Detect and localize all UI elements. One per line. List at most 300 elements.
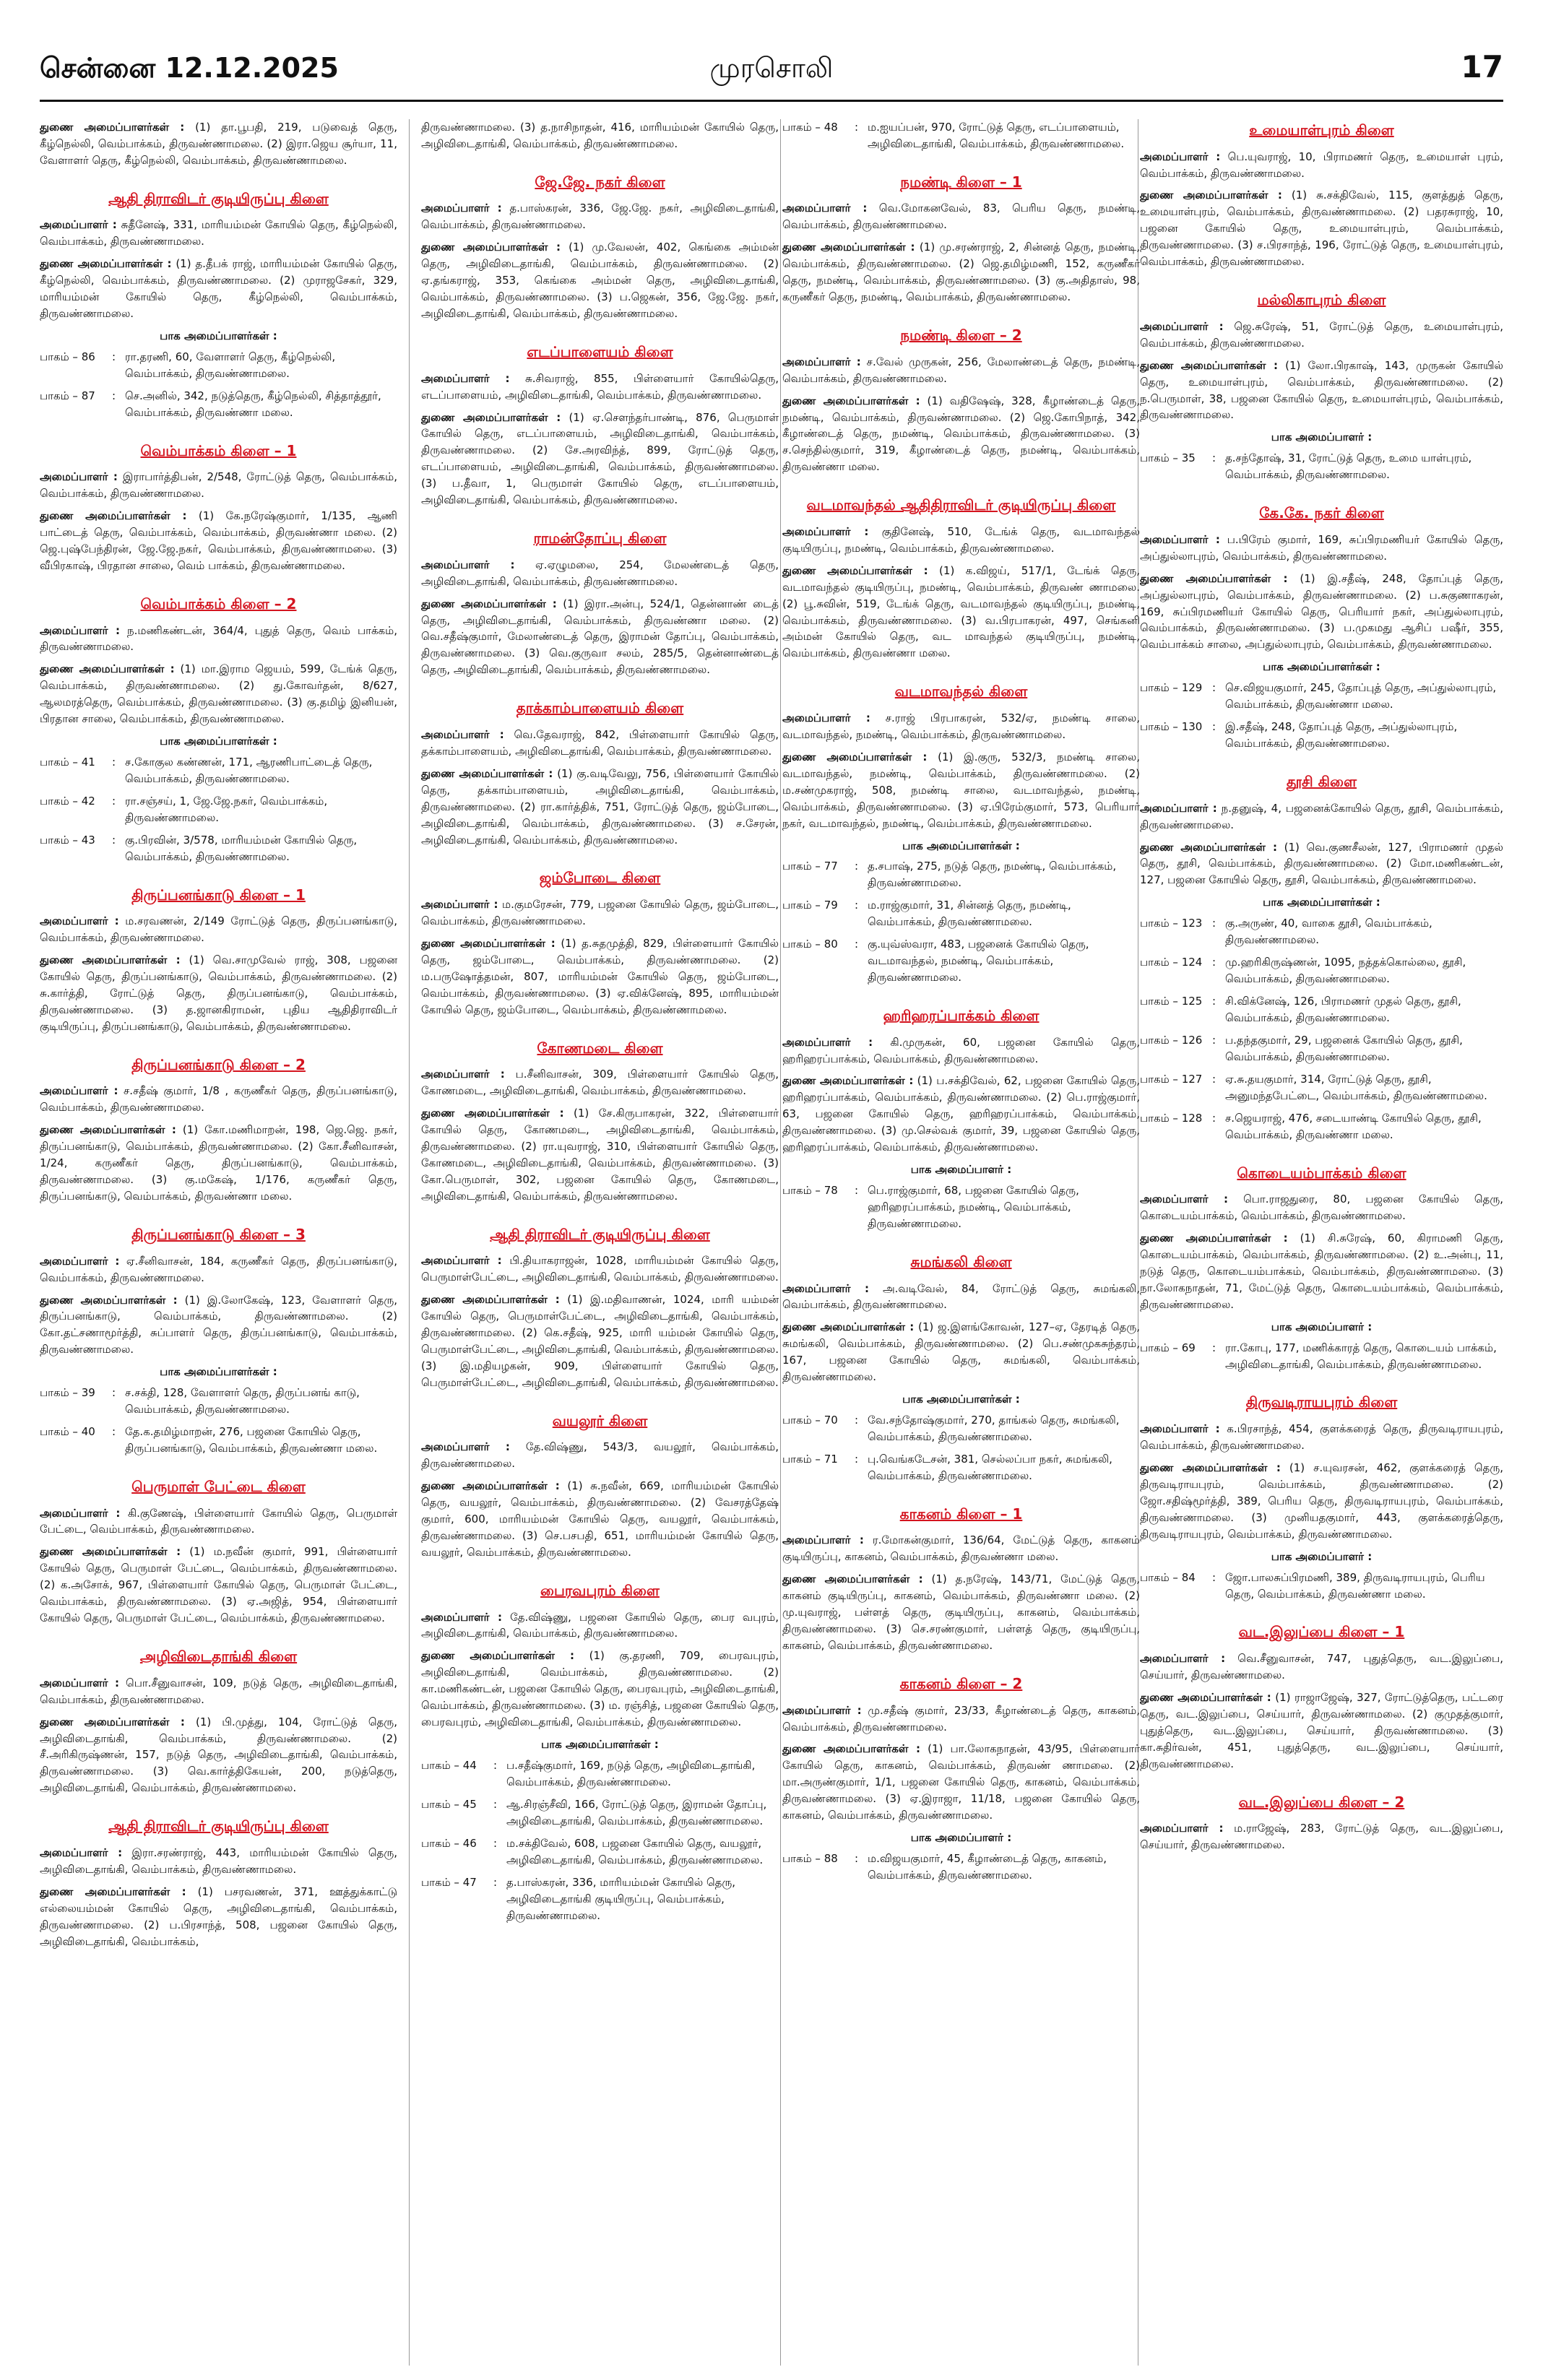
column-3 xyxy=(782,119,1140,2366)
booth-entry xyxy=(40,388,397,421)
role-label: அமைப்பாளர் : xyxy=(421,898,498,912)
member-details: குதினேஷ், 510, டேங்க் தெரு, வடமாவந்தல் குடியிருப்பு, நமண்டி, வெம்பாக்கம், திருவண்ணாமலை. xyxy=(782,524,1140,555)
colon-separator: : xyxy=(112,350,116,363)
member-details: மு.சதீஷ் குமார், 23/33, கீழாண்டைத் தெரு, காகனம், வெம்பாக்கம், திருவண்ணாமலை. xyxy=(782,1703,1140,1734)
member-entry xyxy=(421,766,779,849)
member-entry xyxy=(782,1702,1140,1736)
role-label: அமைப்பாளர் : xyxy=(1140,1822,1224,1835)
booth-person: ம.ஐயப்பன், 970, ரோட்டுத் தெரு, எடப்பாளையம், அழிவிடைதாங்கி, வெம்பாக்கம், திருவண்ணாமலை. xyxy=(868,121,1125,150)
booth-entry xyxy=(40,349,397,382)
booth-entry xyxy=(40,1385,397,1418)
colon-separator: : xyxy=(855,1852,859,1866)
role-label: அமைப்பாளர் : xyxy=(1140,532,1220,546)
member-details: (1) இ.லோகேஷ், 123, வேளாளர் தெரு, திருப்பனங்காடு, வெம்பாக்கம், திருவண்ணாமலை. (2) கோ.தட்சணாமூர்த்தி, சுப்பாளர் தெரு, திருப்பனங்காடு, வெம்பாக்கம், திருவண்ணாமலை. xyxy=(40,1293,397,1356)
role-label: அமைப்பாளர் : xyxy=(40,218,117,232)
member-details: ம.குமரேசன், 779, பஜனை கோயில் தெரு, ஜம்போடை, வெம்பாக்கம், திருவண்ணாமலை. xyxy=(421,898,779,927)
booth-entry xyxy=(1140,1071,1503,1104)
member-entry xyxy=(1140,319,1503,352)
member-details: (1) த.தீபக் ராஜ், மாரியம்மன் கோயில் தெரு, கீழ்நெல்லி, வெம்பாக்கம், திருவண்ணாமலை. (2) முராஜசேகர், 329, மாரியம்மன் கோயில் தெரு, கீழ்நெல்லி, வெம்பாக்கம், திருவண்ணாமலை. xyxy=(40,257,397,321)
branch-heading: திருப்பனங்காடு கிளை – 1 xyxy=(131,886,306,904)
booth-entry xyxy=(1140,1340,1503,1373)
member-details: இராபார்த்திபன், 2/548, ரோட்டுத் தெரு, வெம்பாக்கம், வெம்பாக்கம், திருவண்ணாமலை. xyxy=(40,470,397,501)
role-label: அமைப்பாளர் : xyxy=(421,371,510,385)
colon-separator: : xyxy=(1212,956,1216,969)
member-details: ஏ.சீனிவாசன், 184, கருணீகர் தெரு, திருப்பனங்காடு, வெம்பாக்கம், திருவண்ணாமலை. xyxy=(40,1254,397,1284)
colon-separator: : xyxy=(493,1797,498,1811)
colon-separator: : xyxy=(1212,1072,1216,1086)
booth-entry xyxy=(421,1757,779,1791)
booth-person: த.சந்தோஷ், 31, ரோட்டுத் தெரு, உமை யாள்புரம், வெம்பாக்கம், திருவண்ணாமலை. xyxy=(1225,451,1472,482)
branch-heading: காகனம் கிளை – 1 xyxy=(899,1505,1023,1523)
member-details: (1) கு.வடிவேலு, 756, பிள்ளையார் கோயில் தெரு, தக்காம்பாளையம், அழிவிடைதாங்கி, வெம்பாக்கம், திருவண்ணாமலை. (2) ரா.கார்த்திக், 751, ரோட்டுத் தெரு, ஜம்போடை, அழிவிடைதாங்கி, வெம்பாக்கம், திருவண்ணாமலை. (3) ச.சேரன், அழிவிடைதாங்கி, வெம்பாக்கம், திருவண்ணாமலை. xyxy=(421,766,779,847)
role-label: துணை அமைப்பாளர்கள் : xyxy=(1140,840,1277,854)
booth-label: பாகம் – 46 xyxy=(421,1836,477,1850)
colon-separator: : xyxy=(112,756,116,769)
colon-separator: : xyxy=(855,938,859,951)
role-label: துணை அமைப்பாளர்கள் : xyxy=(1140,571,1288,585)
role-label: அமைப்பாளர் : xyxy=(40,1254,120,1268)
section-subheading: பாக அமைப்பாளர்கள் : xyxy=(160,329,277,343)
member-entry xyxy=(421,1609,779,1643)
role-label: அமைப்பாளர் : xyxy=(421,1610,502,1624)
member-details: (1) கோ.மணிமாறன், 198, ஜெ.ஜெ. நகர், திருப்பனங்காடு, வெம்பாக்கம், திருவண்ணாமலை. (2) கோ.சீனிவாசன், 1/24, கருணீகர் தெரு, திருப்பனங்காடு, வெம்பாக்கம், திருவண்ணாமலை. (3) கு.மகேஷ், 1/176, கருணீகர் தெரு, திருப்பனங்காடு, வெம்பாக்கம், திருவண்ணா மலை. xyxy=(40,1123,397,1203)
member-details: தே.விஷ்ணு, பஜனை கோயில் தெரு, பைர வபுரம், அழிவிடைதாங்கி, வெம்பாக்கம், திருவண்ணாமலை. xyxy=(421,1610,779,1640)
role-label: அமைப்பாளர் : xyxy=(421,1254,502,1268)
member-details: பொ.ராஜதுரை, 80, பஜனை கோயில் தெரு, கொடையம்பாக்கம், வெம்பாக்கம், திருவண்ணாமலை. xyxy=(1140,1193,1503,1223)
branch-heading: சுமங்கலி கிளை xyxy=(910,1252,1012,1271)
member-entry xyxy=(421,200,779,233)
dateline: சென்னை 12.12.2025 xyxy=(40,52,339,84)
member-details: ம.சரவணன், 2/149 ரோட்டுத் தெரு, திருப்பனங்காடு, வெம்பாக்கம், திருவண்ணாமலை. xyxy=(40,914,397,945)
branch-heading: அழிவிடைதாங்கி கிளை xyxy=(139,1648,298,1666)
branch-heading: வயலூர் கிளை xyxy=(552,1411,648,1429)
booth-entry xyxy=(782,119,1140,152)
role-label: அமைப்பாளர் : xyxy=(782,1533,864,1547)
booth-label: பாகம் – 124 xyxy=(1140,956,1203,969)
booth-person: கு.அருண், 40, வாகை தூசி, வெம்பாக்கம், திருவண்ணாமலை. xyxy=(1225,917,1432,947)
page-number: 17 xyxy=(1461,49,1503,85)
member-entry xyxy=(782,563,1140,662)
branch-heading: திருவடிராயபுரம் கிளை xyxy=(1245,1393,1398,1411)
role-label: துணை அமைப்பாளர்கள் : xyxy=(421,936,556,950)
booth-person: இ.சதீஷ், 248, தோப்புத் தெரு, அப்துல்லாபுரம், வெம்பாக்கம், திருவண்ணாமலை. xyxy=(1225,720,1458,750)
booth-entry xyxy=(40,832,397,865)
role-label: துணை அமைப்பாளர்கள் : xyxy=(421,766,553,780)
booth-person: ச.கோகுல கண்ணன், 171, ஆரணிபாட்டைத் தெரு, வெம்பாக்கம், திருவண்ணாமலை. xyxy=(125,756,373,786)
role-label: துணை அமைப்பாளர்கள் : xyxy=(40,1715,185,1728)
branch-heading: தூசி கிளை xyxy=(1286,773,1357,791)
role-label: துணை அமைப்பாளர்கள் : xyxy=(782,394,920,407)
role-label: துணை அமைப்பாளர்கள் : xyxy=(782,563,928,577)
member-entry xyxy=(1140,1191,1503,1224)
member-entry xyxy=(421,1439,779,1472)
role-label: துணை அமைப்பாளர்கள் : xyxy=(40,1545,181,1559)
column-divider xyxy=(409,119,410,2366)
booth-label: பாகம் – 86 xyxy=(40,350,95,363)
role-label: துணை அமைப்பாளர்கள் : xyxy=(782,241,915,254)
column-1 xyxy=(40,119,397,2366)
member-details: (1) கு.தரணி, 709, பைரவபுரம், அழிவிடைதாங்கி, வெம்பாக்கம், திருவண்ணாமலை. (2) கா.மணிகண்டன், பஜனை கோயில் தெரு, பைரவபுரம், அழிவிடைதாங்கி, வெம்பாக்கம், திருவண்ணாமலை. (3) ம. ரஞ்சித், பஜனை கோயில் தெரு, பைரவபுரம், அழிவிடைதாங்கி, வெம்பாக்கம், திருவண்ணாமலை. xyxy=(421,1649,779,1729)
member-details: (1) வதிஷேஷ், 328, கீழாண்டைத் தெரு, நமண்டி, வெம்பாக்கம், திருவண்ணாமலை. (2) ஜெ.கோபிநாத், 342, கீழாண்டைத் தெரு, நமண்டி, வெம்பாக்கம், திருவண்ணாமலை. (3) ச.செந்தில்குமார், 319, கீழாண்டைத் தெரு, நமண்டி, வெம்பாக்கம், திருவண்ணா மலை. xyxy=(782,394,1140,474)
member-entry xyxy=(421,1478,779,1561)
member-entry xyxy=(782,354,1140,387)
branch-heading: கொடையம்பாக்கம் கிளை xyxy=(1237,1164,1406,1182)
member-details: ச.வேல் முருகன், 256, மேலாண்டைத் தெரு, நமண்டி, வெம்பாக்கம், திருவண்ணாமலை. xyxy=(782,355,1140,385)
booth-person: மு.ஹரிகிருஷ்ணன், 1095, நத்தக்கொல்லை, தூசி, வெம்பாக்கம், திருவண்ணாமலை. xyxy=(1225,956,1466,986)
branch-heading: வடமாவந்தல் கிளை xyxy=(894,683,1028,701)
booth-person: கு.பிரவின், 3/578, மாரியம்மன் கோயில் தெரு, வெம்பாக்கம், திருவண்ணாமலை. xyxy=(125,833,358,863)
member-entry xyxy=(421,896,779,930)
colon-separator: : xyxy=(1212,451,1216,465)
branch-heading: வடமாவந்தல் ஆதிதிராவிடர் குடியிருப்பு கிளை xyxy=(806,496,1116,514)
member-details: (1) இ.சதீஷ், 248, தோப்புத் தெரு, அப்துல்லாபுரம், வெம்பாக்கம், திருவண்ணாமலை. (2) ப.சுகுணாகரன், 169, சுப்பிரமணியர் கோயில் தெரு, பெரியார் நகர், அப்துல்லாபுரம், வெம்பாக்கம், திருவண்ணாமலை. (3) ப.முகமது ஆசிப் பஷீர், 355, வெம்பாக்கம் சாலை, அப்துல்லாபுரம், வெம்பாக்கம், திருவண்ணாமலை. xyxy=(1140,571,1503,652)
member-details: (1) ராஜாஜேஷ், 327, ரோட்டுத்தெரு, பட்டரை தெரு, வட.இலுப்பை, செய்யார், திருவண்ணாமலை. (2) குமுதத்குமார், புதுத்தெரு, வட.இலுப்பை, செய்யார், திருவண்ணாமலை. (3) கா.சுதிர்வன், 451, புதுத்தெரு, வட.இலுப்பை, செய்யார், திருவண்ணாமலை. xyxy=(1140,1690,1503,1770)
booth-entry xyxy=(1140,954,1503,987)
colon-separator: : xyxy=(493,1759,498,1773)
member-details: ஏ.ஏழுமலை, 254, மேலண்டைத் தெரு, அழிவிடைதாங்கி, வெம்பாக்கம், திருவண்ணாமலை. xyxy=(421,558,779,588)
booth-person: கு.யுவ்ஸ்வரா, 483, பஜனைக் கோயில் தெரு, வடமாவந்தல், நமண்டி, வெம்பாக்கம், திருவண்ணாமலை. xyxy=(868,938,1089,985)
booth-label: பாகம் – 77 xyxy=(782,860,838,873)
booth-label: பாகம் – 45 xyxy=(421,1797,477,1811)
booth-label: பாகம் – 35 xyxy=(1140,451,1196,465)
role-label: துணை அமைப்பாளர்கள் : xyxy=(421,1649,575,1663)
booth-entry xyxy=(782,1182,1140,1232)
member-details: பெ.யுவராஜ், 10, பிராமணர் தெரு, உமையாள் புரம், வெம்பாக்கம், திருவண்ணாமலை. xyxy=(1140,150,1503,180)
member-details: (1) லோ.பிரகாஷ், 143, முருகன் கோயில் தெரு, உமையாள்புரம், வெம்பாக்கம், திருவண்ணாமலை. (2) ந.பெருமாள், 38, பஜனை கோயில் தெரு, உமையாள்புரம், வெம்பாக்கம், திருவண்ணாமலை. xyxy=(1140,358,1503,422)
member-entry xyxy=(40,1714,397,1797)
colon-separator: : xyxy=(1212,681,1216,695)
member-entry xyxy=(1140,1820,1503,1853)
booth-person: ம.ராஜ்குமார், 31, சின்னத் தெரு, நமண்டி, வெம்பாக்கம், திருவண்ணாமலை. xyxy=(868,899,1071,929)
member-entry xyxy=(782,1034,1140,1068)
colon-separator: : xyxy=(1212,1111,1216,1125)
branch-heading: ஆதி திராவிடர் குடியிருப்பு கிளை xyxy=(108,1817,329,1835)
section-subheading: பாக அமைப்பாளர் : xyxy=(1271,430,1373,444)
booth-person: ம.விஜயகுமார், 45, கீழாண்டைத் தெரு, காகனம், வெம்பாக்கம், திருவண்ணாமலை. xyxy=(868,1852,1107,1882)
booth-entry xyxy=(1140,680,1503,713)
booth-label: பாகம் – 128 xyxy=(1140,1111,1203,1125)
role-label: அமைப்பாளர் : xyxy=(1140,1652,1226,1666)
booth-person: த.சபாஷ், 275, நடுத் தெரு, நமண்டி, வெம்பாக்கம், திருவண்ணாமலை. xyxy=(868,860,1117,890)
role-label: துணை அமைப்பாளர்கள் : xyxy=(40,257,172,271)
member-details: பி.தியாகராஜன், 1028, மாரியம்மன் கோயில் தெரு, பெருமாள்பேட்டை, அழிவிடைதாங்கி, வெம்பாக்கம், திருவண்ணாமலை. xyxy=(421,1254,779,1284)
branch-heading: பெருமாள் பேட்டை கிளை xyxy=(131,1477,306,1495)
booth-label: பாகம் – 130 xyxy=(1140,720,1203,734)
role-label: துணை அமைப்பாளர்கள் : xyxy=(782,1074,914,1088)
section-subheading: பாக அமைப்பாளர் : xyxy=(910,1831,1012,1845)
column-divider xyxy=(780,119,781,2366)
member-entry xyxy=(40,1505,397,1539)
member-details: (1) க.விஜய், 517/1, டேங்க் தெரு, வடமாவந்தல் குடியிருப்பு, நமண்டி, வெம்பாக்கம், திருவண் ணாமலை. (2) பூ.சுவின், 519, டேங்க் தெரு, வடமாவந்தல் குடியிருப்பு, நமண்டி, வெம்பாக்கம், திருவண்ணாமலை. (3) வ.பிரபாகரன், 497, செங்கனி அம்மன் கோயில் தெரு, வட மாவந்தல் குடியிருப்பு, நமண்டி, வெம்பாக்கம், திருவண்ணா மலை. xyxy=(782,563,1140,660)
branch-heading: ஆதி திராவிடர் குடியிருப்பு கிளை xyxy=(490,1225,710,1243)
member-details: பொ.சீனுவாசன், 109, நடுத் தெரு, அழிவிடைதாங்கி, வெம்பாக்கம், திருவண்ணாமலை. xyxy=(40,1676,397,1706)
colon-separator: : xyxy=(493,1836,498,1850)
member-details: (1) ப.சக்திவேல், 62, பஜனை கோயில் தெரு, ஹரிஹரப்பாக்கம், வெம்பாக்கம், திருவண்ணாமலை. (2) பெ.ராஜ்குமார், 63, பஜனை கோயில் தெரு, ஹரிஹரப்பாக்கம், வெம்பாக்கம், திருவண்ணாமலை. (3) மு.செல்வக் குமார், 39, பஜனை கோயில் தெரு, ஹரிஹரப்பாக்கம், வெம்பாக்கம், திருவண்ணாமலை. xyxy=(782,1074,1140,1154)
role-label: அமைப்பாளர் : xyxy=(1140,319,1224,333)
member-entry xyxy=(1140,1650,1503,1684)
booth-person: தே.க.தமிழ்மாறன், 276, பஜனை கோயில் தெரு, திருப்பனங்காடு, வெம்பாக்கம், திருவண்ணா மலை. xyxy=(125,1425,378,1455)
role-label: அமைப்பாளர் : xyxy=(40,914,119,928)
booth-entry xyxy=(1140,1032,1503,1065)
branch-heading: திருப்பனங்காடு கிளை – 2 xyxy=(131,1055,306,1073)
colon-separator: : xyxy=(112,1386,116,1400)
booth-person: ச.ஜெயராஜ், 476, சடையாண்டி கோயில் தெரு, தூசி, வெம்பாக்கம், திருவண்ணா மலை. xyxy=(1225,1111,1482,1141)
member-details: (1) பா.லோகநாதன், 43/95, பிள்ளையார் கோயில் தெரு, காகனம், வெம்பாக்கம், திருவண் ணாமலை. (2) மா.அருண்குமார், 1/1, பஜனை கோயில் தெரு, காகனம், வெம்பாக்கம், திருவண்ணாமலை. (3) ஏ.இராஜா, 11/18, பஜனை கோயில் தெரு, காகனம், வெம்பாக்கம், திருவண்ணாமலை. xyxy=(782,1742,1140,1822)
colon-separator: : xyxy=(1212,1570,1216,1584)
member-details: அ.வடிவேல், 84, ரோட்டுத் தெரு, சுமங்கலி, வெம்பாக்கம், திருவண்ணாமலை. xyxy=(782,1281,1140,1312)
colon-separator: : xyxy=(1212,1341,1216,1354)
member-details: சுதீனேஷ், 331, மாரியம்மன் கோயில் தெரு, கீழ்நெல்லி, வெம்பாக்கம், திருவண்ணாமலை. xyxy=(40,218,397,248)
colon-separator: : xyxy=(493,1875,498,1889)
role-label: அமைப்பாளர் : xyxy=(782,202,868,215)
colon-separator: : xyxy=(112,389,116,402)
member-details: (1) இ.மதிவாணன், 1024, மாரி யம்மன் கோயில் தெரு, பெருமாள்பேட்டை, அழிவிடைதாங்கி, வெம்பாக்கம், திருவண்ணாமலை. (2) கெ.சதீஷ், 925, மாரி யம்மன் கோயில் தெரு, பெருமாள்பேட்டை, அழிவிடைதாங்கி, வெம்பாக்கம், திருவண்ணாமலை. (3) இ.மதியழகன், 909, பிள்ளையார் கோயில் தெரு, பெருமாள்பேட்டை, அழிவிடைதாங்கி, வெம்பாக்கம், திருவண்ணாமலை. xyxy=(421,1293,779,1389)
booth-label: பாகம் – 69 xyxy=(1140,1341,1196,1354)
role-label: துணை அமைப்பாளர்கள் : xyxy=(421,1479,560,1493)
booth-label: பாகம் – 87 xyxy=(40,389,95,402)
member-entry xyxy=(421,935,779,1018)
booth-entry xyxy=(782,897,1140,930)
member-details: (1) மு.சரண்ராஜ், 2, சின்னத் தெரு, நமண்டி, வெம்பாக்கம், திருவண்ணாமலை. (2) ஜெ.தமிழ்மணி, 152, கருணீகர் தெரு, நமண்டி, வெம்பாக்கம், திருவண்ணாமலை. (3) கு.அதிதாஸ், 98, கருணீகர் தெரு, நமண்டி, வெம்பாக்கம், திருவண்ணாமலை. xyxy=(782,241,1140,304)
member-entry xyxy=(40,1083,397,1116)
member-entry xyxy=(421,557,779,590)
member-entry xyxy=(40,119,397,169)
section-subheading: பாக அமைப்பாளர்கள் : xyxy=(1263,660,1380,674)
branch-heading: தாக்காம்பாளையம் கிளை xyxy=(516,699,684,717)
member-details: கி.குணேஷ், பிள்ளையார் கோயில் தெரு, பெருமாள் பேட்டை, வெம்பாக்கம், திருவண்ணாமலை. xyxy=(40,1506,397,1536)
booth-label: பாகம் – 78 xyxy=(782,1184,838,1198)
member-entry xyxy=(782,1571,1140,1654)
booth-entry xyxy=(782,858,1140,891)
member-details: (1) இரா.அன்பு, 524/1, தென்னாண் டைத் தெரு, அழிவிடைதாங்கி, வெம்பாக்கம், திருவண்ணா மலை. (2) வெ.சதீஷ்குமார், மேலாண்டைத் தெரு, இராமன் தோப்பு, வெம்பாக்கம், திருவண்ணாமலை. (3) வெ.குருவா சலம், 285/5, தென்னாண்டைத் தெரு, அழிவிடைதாங்கி, வெம்பாக்கம், திருவண்ணாமலை. xyxy=(421,597,779,677)
branch-heading: ஹரிஹரப்பாக்கம் கிளை xyxy=(883,1007,1040,1024)
role-label: துணை அமைப்பாளர்கள் : xyxy=(1140,189,1282,202)
member-entry xyxy=(40,1292,397,1359)
role-label: துணை அமைப்பாளர்கள் : xyxy=(40,121,185,134)
booth-label: பாகம் – 71 xyxy=(782,1452,838,1466)
member-details: (1) ம.நவீன் குமார், 991, பிள்ளையார் கோயில் தெரு, பெருமாள் பேட்டை, வெம்பாக்கம், திருவண்ணாமலை. (2) க.அசோக், 967, பிள்ளையார் கோயில் தெரு, பெருமாள் பேட்டை, வெம்பாக்கம், திருவண்ணாமலை. (3) ஏ.அஜித், 954, பிள்ளையார் கோயில் தெரு, பெருமாள் பேட்டை, வெம்பாக்கம், திருவண்ணாமலை. xyxy=(40,1545,397,1625)
role-label: அமைப்பாளர் : xyxy=(421,1440,510,1454)
member-details: ஜெ.சுரேஷ், 51, ரோட்டுத் தெரு, உமையாள்புரம், வெம்பாக்கம், திருவண்ணாமலை. xyxy=(1140,319,1503,350)
branch-heading: வட.இலுப்பை கிளை – 1 xyxy=(1238,1623,1405,1641)
role-label: அமைப்பாளர் : xyxy=(1140,801,1217,815)
member-entry xyxy=(421,1105,779,1205)
role-label: துணை அமைப்பாளர்கள் : xyxy=(40,1123,176,1137)
booth-label: பாகம் – 40 xyxy=(40,1425,95,1439)
member-details: (1) மா.இராம ஜெயம், 599, டேங்க் தெரு, வெம்பாக்கம், திருவண்ணாமலை. (2) து.கோவர்தன், 8/627, ஆலமரத்தெரு, வெம்பாக்கம், திருவண்ணாமலை. (3) கு.தமிழ் இனியன், பிரதான சாலை, வெம்பாக்கம், திருவண்ணாமலை. xyxy=(40,662,397,726)
role-label: அமைப்பாளர் : xyxy=(782,355,861,368)
role-label: துணை அமைப்பாளர்கள் : xyxy=(1140,358,1279,372)
booth-entry xyxy=(421,1835,779,1869)
branch-heading: மல்லிகாபுரம் கிளை xyxy=(1257,291,1386,309)
role-label: அமைப்பாளர் : xyxy=(421,727,504,741)
role-label: துணை அமைப்பாளர்கள் : xyxy=(1140,1690,1271,1704)
member-entry xyxy=(40,1675,397,1708)
member-entry xyxy=(782,1741,1140,1824)
role-label: அமைப்பாளர் : xyxy=(40,1676,119,1689)
booth-entry xyxy=(1140,993,1503,1026)
role-label: துணை அமைப்பாளர்கள் : xyxy=(421,597,557,610)
role-label: துணை அமைப்பாளர்கள் : xyxy=(782,1572,923,1586)
role-label: அமைப்பாளர் : xyxy=(40,1845,123,1859)
booth-label: பாகம் – 127 xyxy=(1140,1072,1203,1086)
role-label: துணை அமைப்பாளர்கள் : xyxy=(421,410,561,424)
booth-label: பாகம் – 47 xyxy=(421,1875,477,1889)
member-entry xyxy=(782,200,1140,233)
section-subheading: பாக அமைப்பாளர்கள் : xyxy=(902,839,1020,852)
column-4 xyxy=(1140,119,1503,2366)
member-entry xyxy=(421,1066,779,1099)
booth-person: செ.அனில், 342, நடுத்தெரு, கீழ்நெல்லி, சித்தாத்தூர், வெம்பாக்கம், திருவண்ணா மலை. xyxy=(125,389,381,419)
member-entry xyxy=(782,1073,1140,1156)
booth-entry xyxy=(40,754,397,787)
member-entry xyxy=(782,749,1140,832)
member-entry xyxy=(40,913,397,946)
member-entry xyxy=(421,727,779,760)
branch-heading: ஜம்போடை கிளை xyxy=(539,869,661,887)
booth-entry xyxy=(1140,450,1503,483)
member-details: கி.முருகன், 60, பஜனை கோயில் தெரு, ஹரிஹரப்பாக்கம், வெம்பாக்கம், திருவண்ணாமலை. xyxy=(782,1035,1140,1065)
member-details: (1) சே.கிருபாகரன், 322, பிள்ளையார் கோயில் தெரு, கோணமடை, அழிவிடைதாங்கி, வெம்பாக்கம், திருவண்ணாமலை. (2) ரா.யுவராஜ், 310, பிள்ளையார் கோயில் தெரு, கோணமடை, அழிவிடைதாங்கி, வெம்பாக்கம், திருவண்ணாமலை. (3) கோ.பெருமாள், 302, பஜனை கோயில் தெரு, கோணமடை, அழிவிடைதாங்கி, வெம்பாக்கம், திருவண்ணாமலை. xyxy=(421,1107,779,1203)
booth-label: பாகம் – 126 xyxy=(1140,1033,1203,1047)
member-details: (1) மு.வேலன், 402, கெங்கை அம்மன் தெரு, அழிவிடைதாங்கி, வெம்பாக்கம், திருவண்ணாமலை. (2) ஏ.தங்கராஜ், 353, கெங்கை அம்மன் தெரு, அழிவிடைதாங்கி, வெம்பாக்கம், திருவண்ணாமலை. (3) ப.ஜெகன், 356, ஜே.ஜே. நகர், அழிவிடைதாங்கி, வெம்பாக்கம், திருவண்ணாமலை. xyxy=(421,241,779,321)
section-subheading: பாக அமைப்பாளர்கள் : xyxy=(541,1738,659,1752)
booth-entry xyxy=(1140,1110,1503,1143)
booth-person: பெ.ராஜ்குமார், 68, பஜனை கோயில் தெரு, ஹரிஹரப்பாக்கம், நமண்டி, வெம்பாக்கம், திருவண்ணாமலை. xyxy=(868,1184,1079,1230)
branch-heading: பைரவபுரம் கிளை xyxy=(540,1581,660,1599)
colon-separator: : xyxy=(855,1414,859,1427)
member-details: (1) பி.முத்து, 104, ரோட்டுத் தெரு, அழிவிடைதாங்கி, வெம்பாக்கம், திருவண்ணாமலை. (2) சீ.அரிகிருஷ்ணன், 157, நடுத் தெரு, அழிவிடைதாங்கி, வெம்பாக்கம், திருவண்ணாமலை. (3) வெ.கார்த்திகேயன், 200, நடுத்தெரு, அழிவிடைதாங்கி, வெம்பாக்கம், திருவண்ணாமலை. xyxy=(40,1715,397,1795)
role-label: அமைப்பாளர் : xyxy=(40,1506,121,1520)
member-details: ம.ராஜேஷ், 283, ரோட்டுத் தெரு, வட.இலுப்பை, செய்யார், திருவண்ணாமலை. xyxy=(1140,1822,1503,1852)
masthead xyxy=(40,49,1503,102)
booth-label: பாகம் – 123 xyxy=(1140,917,1203,930)
role-label: அமைப்பாளர் : xyxy=(1140,150,1221,163)
member-details: ச.சதீஷ் குமார், 1/8 , கருணீகர் தெரு, திருப்பனங்காடு, வெம்பாக்கம், திருவண்ணாமலை. xyxy=(40,1084,397,1115)
member-entry xyxy=(782,1532,1140,1565)
member-details: (1) சி.சுரேஷ், 60, கிராமணி தெரு, கொடையம்பாக்கம், வெம்பாக்கம், திருவண்ணாமலை. (2) உ.அன்பு, 11, நடுத் தெரு, கொடையம்பாக்கம், வெம்பாக்கம், திருவண்ணாமலை. (3) நா.லோகநாதன், 71, மேட்டுத் தெரு, கொடையம்பாக்கம், வெம்பாக்கம், திருவண்ணாமலை. xyxy=(1140,1231,1503,1311)
colon-separator: : xyxy=(112,833,116,847)
member-entry xyxy=(40,952,397,1035)
section-subheading: பாக அமைப்பாளர் : xyxy=(1271,1320,1373,1333)
member-entry xyxy=(40,1845,397,1878)
member-entry xyxy=(40,508,397,574)
booth-person: ப.தந்தகுமார், 29, பஜனைக் கோயில் தெரு, தூசி, வெம்பாக்கம், திருவண்ணாமலை. xyxy=(1225,1033,1463,1063)
booth-entry xyxy=(782,1851,1140,1884)
member-entry xyxy=(421,1648,779,1731)
colon-separator: : xyxy=(1212,995,1216,1008)
role-label: அமைப்பாளர் : xyxy=(421,1068,505,1081)
member-entry xyxy=(1140,839,1503,889)
booth-person: வே.சந்தோஷ்குமார், 270, தாங்கல் தெரு, சுமங்கலி, வெம்பாக்கம், திருவண்ணாமலை. xyxy=(868,1414,1120,1443)
branch-heading: வெம்பாக்கம் கிளை – 2 xyxy=(140,594,297,613)
member-entry xyxy=(1140,1689,1503,1773)
member-entry xyxy=(782,1319,1140,1385)
booth-entry xyxy=(421,1874,779,1924)
booth-label: பாகம் – 48 xyxy=(782,121,838,134)
branch-heading: உமையாள்புரம் கிளை xyxy=(1249,121,1394,139)
member-entry xyxy=(1140,571,1503,654)
role-label: துணை அமைப்பாளர்கள் : xyxy=(782,1320,915,1334)
booth-person: ப.சதீஷ்குமார், 169, நடுத் தெரு, அழிவிடைதாங்கி, வெம்பாக்கம், திருவண்ணாமலை. xyxy=(506,1759,756,1788)
booth-label: பாகம் – 84 xyxy=(1140,1570,1196,1584)
role-label: துணை அமைப்பாளர்கள் : xyxy=(40,1293,178,1307)
booth-person: த.பாஸ்கரன், 336, மாரியம்மன் கோயில் தெரு, அழிவிடைதாங்கி குடியிருப்பு, வெம்பாக்கம், திருவண்ணாமலை. xyxy=(506,1875,736,1922)
role-label: துணை அமைப்பாளர்கள் : xyxy=(40,953,181,967)
member-entry xyxy=(40,1122,397,1205)
member-entry xyxy=(782,239,1140,306)
role-label: துணை அமைப்பாளர்கள் : xyxy=(421,241,561,254)
booth-entry xyxy=(782,1412,1140,1445)
colon-separator: : xyxy=(112,1425,116,1439)
role-label: அமைப்பாளர் : xyxy=(40,1084,118,1098)
member-entry xyxy=(782,710,1140,743)
booth-person: செ.விஜயகுமார், 245, தோப்புத் தெரு, அப்துல்லாபுரம், வெம்பாக்கம், திருவண்ணா மலை. xyxy=(1225,681,1497,711)
role-label: அமைப்பாளர் : xyxy=(782,711,870,724)
booth-person: பு.வெங்கடேசன், 381, செல்லப்பா நகர், சுமங்கலி, வெம்பாக்கம், திருவண்ணாமலை. xyxy=(868,1452,1112,1482)
role-label: துணை அமைப்பாளர்கள் : xyxy=(40,662,175,676)
role-label: அமைப்பாளர் : xyxy=(1140,1422,1220,1436)
booth-label: பாகம் – 43 xyxy=(40,833,95,847)
branch-heading: ஜே.ஜே. நகர் கிளை xyxy=(535,173,665,191)
member-entry xyxy=(40,661,397,727)
member-details: த.பாஸ்கரன், 336, ஜே.ஜே. நகர், அழிவிடைதாங்கி, வெம்பாக்கம், திருவண்ணாமலை. xyxy=(421,202,779,232)
member-entry xyxy=(421,371,779,404)
member-details: ச.ராஜ் பிரபாகரன், 532/ஏ, நமண்டி சாலை, வடமாவந்தல், நமண்டி, வெம்பாக்கம், திருவண்ணாமலை. xyxy=(782,711,1140,741)
member-entry xyxy=(421,410,779,509)
role-label: துணை அமைப்பாளர்கள் : xyxy=(421,1293,560,1307)
member-details: (1) வெ.குணசீலன், 127, பிராமணர் முதல் தெரு, தூசி, வெம்பாக்கம், திருவண்ணாமலை. (2) மோ.மணிகண்டன், 127, பஜனை கோயில் தெரு, தூசி, வெம்பாக்கம், திருவண்ணாமலை. xyxy=(1140,840,1503,887)
branch-heading: நமண்டி கிளை – 1 xyxy=(900,173,1022,191)
section-subheading: பாக அமைப்பாளர் : xyxy=(1271,1549,1373,1563)
member-entry xyxy=(1140,532,1503,565)
booth-person: ஏ.சு.தயகுமார், 314, ரோட்டுத் தெரு, தூசி, அனுமந்தபேட்டை, வெம்பாக்கம், திருவண்ணாமலை. xyxy=(1225,1072,1487,1102)
colon-separator: : xyxy=(855,1184,859,1198)
colon-separator: : xyxy=(855,899,859,912)
member-entry xyxy=(1140,149,1503,182)
section-subheading: பாக அமைப்பாளர் : xyxy=(910,1163,1012,1177)
member-entry xyxy=(40,623,397,656)
colon-separator: : xyxy=(1212,1033,1216,1047)
member-details: (1) வெ.சாமுவேல் ராஜ், 308, பஜனை கோயில் தெரு, திருப்பனங்காடு, வெம்பாக்கம், திருவண்ணாமலை. (2) சு.கார்த்தி, ரோட்டுத் தெரு, திருப்பனங்காடு, வெம்பாக்கம், திருவண்ணாமலை. (3) த.ஜானகிராமன், புதிய ஆதிதிராவிடர் குடியிருப்பு, திருப்பனங்காடு, வெம்பாக்கம், திருவண்ணாமலை. xyxy=(40,953,397,1033)
booth-label: பாகம் – 129 xyxy=(1140,681,1203,695)
member-details: ப.பிரேம் குமார், 169, சுப்பிரமணியர் கோயில் தெரு, அப்துல்லாபுரம், வெம்பாக்கம், திருவண்ணாமலை. xyxy=(1140,532,1503,563)
member-details: (1) த.நரேஷ், 143/71, மேட்டுத் தெரு, காகனம் குடியிருப்பு, காகனம், வெம்பாக்கம், திருவண்ணா மலை. (2) மு.யுவராஜ், பள்ளத் தெரு, குடியிருப்பு, காகனம், வெம்பாக்கம், திருவண்ணாமலை. (3) செ.சரண்குமார், பள்ளத் தெரு, குடியிருப்பு, காகனம், வெம்பாக்கம், திருவண்ணாமலை. xyxy=(782,1572,1140,1653)
colon-separator: : xyxy=(855,1452,859,1466)
booth-entry xyxy=(1140,719,1503,752)
colon-separator: : xyxy=(1212,720,1216,734)
member-entry xyxy=(1140,1230,1503,1313)
member-entry xyxy=(1140,358,1503,424)
member-entry xyxy=(40,1253,397,1286)
member-entry xyxy=(40,469,397,502)
booth-person: ரா.தரணி, 60, வேளாளர் தெரு, கீழ்நெல்லி, வெம்பாக்கம், திருவண்ணாமலை. xyxy=(125,350,336,380)
branch-heading: கே.கே. நகர் கிளை xyxy=(1259,504,1384,522)
role-label: அமைப்பாளர் : xyxy=(782,1703,862,1717)
colon-separator: : xyxy=(855,121,859,134)
member-details: சு.சிவராஜ், 855, பிள்ளையார் கோயில்தெரு, எடப்பாளையம், அழிவிடைதாங்கி, வெம்பாக்கம், திருவண்ணாமலை. xyxy=(421,371,779,402)
member-entry xyxy=(782,393,1140,476)
member-details: (1) பசரவணன், 371, ஊத்துக்காட்டு எல்லையம்மன் கோயில் தெரு, அழிவிடைதாங்கி, வெம்பாக்கம், திருவண்ணாமலை. (2) ப.பிரசாந்த், 508, பஜனை கோயில் தெரு, அழிவிடைதாங்கி, வெம்பாக்கம், xyxy=(40,1884,397,1948)
role-label: அமைப்பாளர் : xyxy=(40,470,118,484)
member-entry xyxy=(40,217,397,250)
member-details: (1) தா.பூபதி, 219, படுவைத் தெரு, கீழ்நெல்லி, வெம்பாக்கம், திருவண்ணாமலை. (2) இரா.ஜெய சூர்யா, 11, வேளாளர் தெரு, கீழ்நெல்லி, வெம்பாக்கம், திருவண்ணாமலை. xyxy=(40,121,397,167)
column-2 xyxy=(421,119,779,2366)
member-details: இரா.சரண்ராஜ், 443, மாரியம்மன் கோயில் தெரு, அழிவிடைதாங்கி, வெம்பாக்கம், திருவண்ணாமலை. xyxy=(40,1845,397,1876)
branch-heading: நமண்டி கிளை – 2 xyxy=(900,326,1022,345)
booth-entry xyxy=(1140,915,1503,948)
role-label: அமைப்பாளர் : xyxy=(782,1035,873,1049)
